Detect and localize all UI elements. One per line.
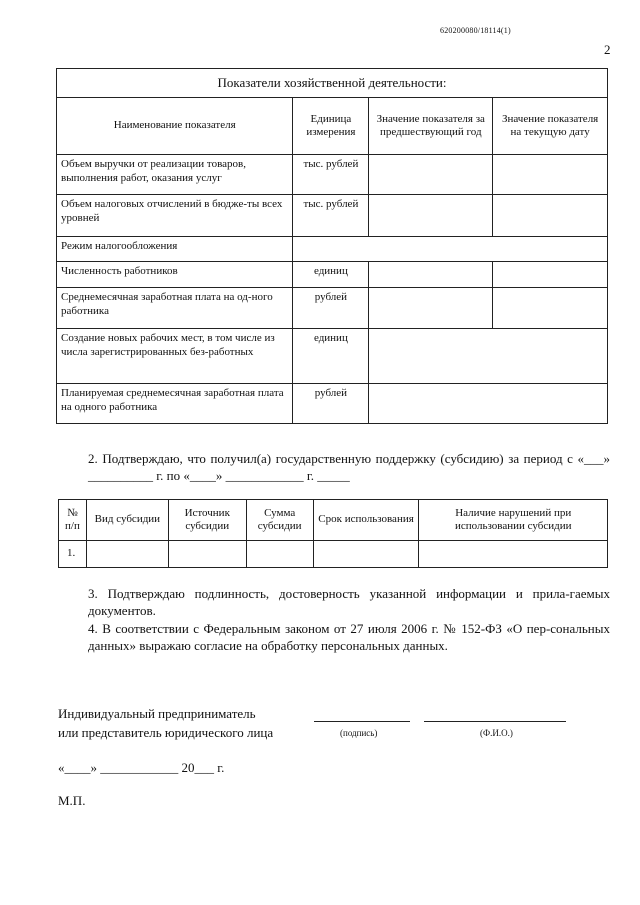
indicator-unit: рублей	[293, 288, 369, 329]
indicator-name: Создание новых рабочих мест, в том числе из числа зарегистрированных без-работных	[57, 329, 293, 384]
signature-line	[314, 721, 410, 722]
table-row	[57, 329, 608, 384]
indicator-name: Численность работников	[57, 262, 293, 288]
table-row	[57, 195, 608, 237]
column-header: Единица измерения	[293, 98, 369, 155]
indicator-name: Режим налогообложения	[57, 237, 293, 262]
value-merged	[369, 384, 608, 424]
table-row	[59, 541, 608, 568]
indicators-table-title: Показатели хозяйственной деятельности:	[57, 69, 608, 98]
indicator-unit: тыс. рублей	[293, 195, 369, 237]
subsidy-table	[58, 499, 608, 568]
value-merged	[369, 329, 608, 384]
column-header: Значение показателя за предшествующий год	[369, 98, 493, 155]
column-header: Срок использования	[313, 500, 419, 541]
indicator-unit: тыс. рублей	[293, 155, 369, 195]
paragraph-3: 3. Подтверждаю подлинность, достоверность указанной информации и прила-гаемых документов.	[88, 586, 610, 618]
fio-line	[424, 721, 566, 722]
table-row	[57, 384, 608, 424]
column-header: Сумма субсидии	[246, 500, 313, 541]
page-number: 2	[604, 42, 611, 57]
indicators-table	[56, 68, 608, 424]
violations-cell	[419, 541, 608, 568]
value-prev-year	[369, 262, 493, 288]
indicator-unit: единиц	[293, 329, 369, 384]
signer-title-line2: или представитель юридического лица	[58, 725, 274, 740]
table-row	[57, 262, 608, 288]
indicator-name: Планируемая среднемесячная заработная плата на одного работника	[57, 384, 293, 424]
value-current	[493, 195, 608, 237]
value-current	[493, 262, 608, 288]
indicator-unit: единиц	[293, 262, 369, 288]
stamp-place: М.П.	[58, 793, 86, 808]
value-prev-year	[369, 195, 493, 237]
column-header: № п/п	[59, 500, 87, 541]
column-header: Значение показателя на текущую дату	[493, 98, 608, 155]
indicator-name: Объем налоговых отчислений в бюдже-ты всех уровней	[57, 195, 293, 237]
tax-regime-value	[293, 237, 608, 262]
table-row	[57, 288, 608, 329]
fio-caption: (Ф.И.О.)	[480, 728, 513, 738]
usage-period-cell	[313, 541, 419, 568]
indicator-name: Среднемесячная заработная плата на од-ного работника	[57, 288, 293, 329]
subsidy-amount-cell	[246, 541, 313, 568]
value-current	[493, 155, 608, 195]
signer-title-line1: Индивидуальный предприниматель	[58, 706, 256, 721]
signature-caption: (подпись)	[340, 728, 378, 738]
value-current	[493, 288, 608, 329]
subsidy-source-cell	[168, 541, 246, 568]
row-number: 1.	[59, 541, 87, 568]
table-row	[57, 155, 608, 195]
subsidy-type-cell	[86, 541, 168, 568]
value-prev-year	[369, 288, 493, 329]
indicator-name: Объем выручки от реализации товаров, выполнения работ, оказания услуг	[57, 155, 293, 195]
document-code: 620200080/18114(1)	[440, 26, 511, 35]
column-header: Источник субсидии	[168, 500, 246, 541]
column-header: Вид субсидии	[86, 500, 168, 541]
paragraph-4: 4. В соответствии с Федеральным законом от 27 июля 2006 г. № 152-ФЗ «О пер-сональных данных» выражаю согласие на обработку персональных данных.	[88, 621, 610, 653]
column-header: Наименование показателя	[57, 98, 293, 155]
column-header: Наличие нарушений при использовании субсидии	[419, 500, 608, 541]
paragraph-2: 2. Подтверждаю, что получил(а) государственную поддержку (субсидию) за период с «___» __________ г. по «____» ____________ г. _____	[88, 451, 610, 483]
value-prev-year	[369, 155, 493, 195]
date-line: «____» ____________ 20___ г.	[58, 760, 225, 775]
indicator-unit: рублей	[293, 384, 369, 424]
table-row	[57, 237, 608, 262]
